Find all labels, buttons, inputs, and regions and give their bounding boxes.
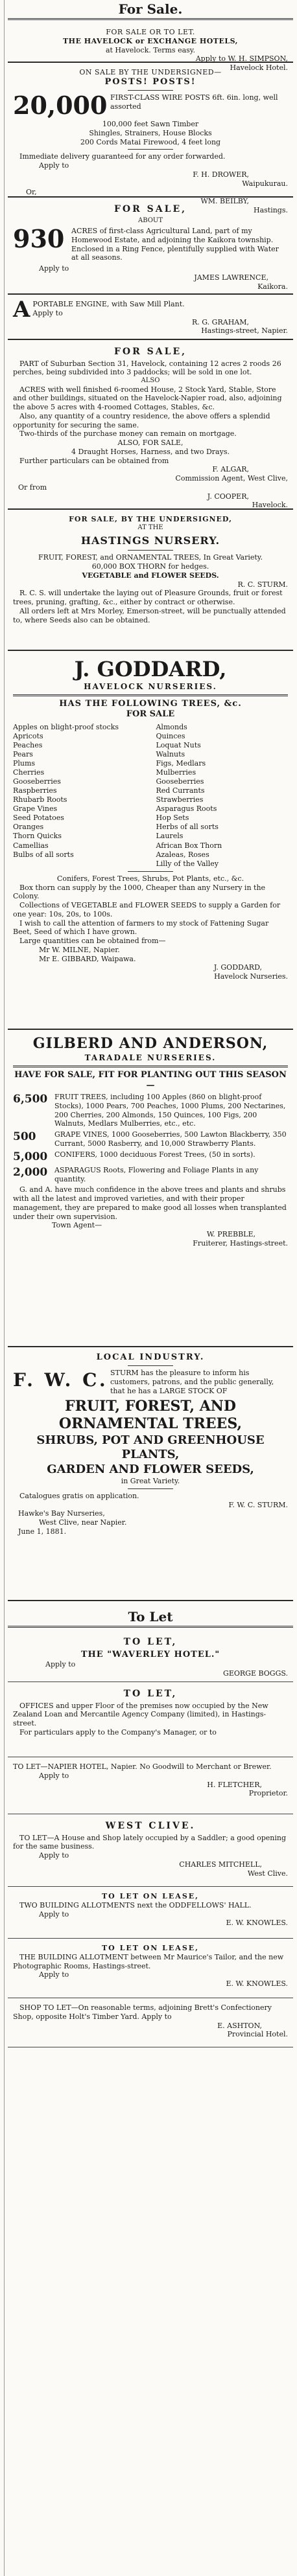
classified-column bbox=[8, 0, 293, 2047]
ad-building-allotment-lease bbox=[8, 1939, 293, 1998]
ad-heading: FRUIT, FOREST, AND ORNAMENTAL TREES, bbox=[58, 1397, 243, 1432]
section-heading-to-let: To Let bbox=[128, 1609, 173, 1624]
ad-line: West Clive. bbox=[247, 1869, 288, 1878]
ad-west-clive-shop bbox=[8, 1814, 293, 1887]
ad-heading: HAS THE FOLLOWING TREES, &c. bbox=[59, 699, 242, 709]
ad-line: I wish to call the attention of farmers to my stock of Fattening Sugar Beet, Seed of which I have grown. bbox=[13, 918, 269, 937]
ad-line: Or, bbox=[26, 188, 37, 197]
ad-line: FRUIT, FOREST, and ORNAMENTAL TREES, In Great Variety. bbox=[38, 553, 263, 562]
ad-line: Shingles, Strainers, House Blocks bbox=[89, 128, 212, 137]
stock-quantity: 6,500 bbox=[13, 1093, 48, 1106]
nursery-stock-row bbox=[13, 1093, 288, 1128]
ad-line: Catalogues gratis on application. bbox=[19, 1491, 139, 1500]
ad-building-allotments bbox=[8, 1887, 293, 1939]
ad-line: TO LET—A House and Shop lately occupied by a Saddler; a good opening for the same business. bbox=[13, 1833, 287, 1851]
ad-line: Apply to bbox=[45, 1659, 76, 1669]
ad-figure-row bbox=[13, 224, 288, 262]
ad-line: Hawke's Bay Nurseries, bbox=[18, 1509, 105, 1518]
short-rule bbox=[128, 871, 173, 872]
ad-line: 60,000 BOX THORN for hedges. bbox=[91, 562, 209, 571]
ad-line: E. W. KNOWLES. bbox=[226, 1979, 288, 1988]
tree-list-item: Quinces bbox=[156, 731, 185, 740]
stock-quantity: 5,000 bbox=[13, 1150, 48, 1163]
ad-line: Havelock. bbox=[252, 501, 288, 510]
ad-line: 200 Cords Matai Firewood, 4 feet long bbox=[80, 137, 221, 146]
ad-line: OFFICES and upper Floor of the premises now occupied by the New Zealand Loan and Mercantile Agency Company (limited), in Hastings-street. bbox=[13, 1701, 268, 1727]
ad-big-initials: F. W. C. bbox=[13, 1369, 108, 1391]
tree-list-item: Walnuts bbox=[156, 749, 185, 758]
ad-heading: HAVELOCK NURSERIES. bbox=[84, 682, 217, 691]
ad-line: Apply to bbox=[39, 1771, 69, 1780]
ad-line: Or from bbox=[18, 483, 47, 492]
ad-line: Mr W. MILNE, Napier. bbox=[39, 945, 120, 954]
ad-line: FOR SALE OR TO LET. bbox=[106, 28, 195, 36]
tree-list-item: Lilly of the Valley bbox=[156, 859, 219, 868]
tree-list-item: Rhubarb Roots bbox=[13, 795, 67, 804]
ad-line: ON SALE BY THE UNDERSIGNED— bbox=[79, 68, 222, 76]
tree-list-left bbox=[13, 723, 145, 869]
tree-list-item: African Box Thorn bbox=[156, 841, 222, 850]
ad-line: Apply to bbox=[39, 1909, 69, 1919]
tree-list-item: Hop Sets bbox=[156, 814, 189, 823]
tree-list-item: Azaleas, Roses bbox=[156, 850, 209, 859]
ad-heading: GARDEN AND FLOWER SEEDS, bbox=[47, 1462, 254, 1476]
tree-list-item: Red Currants bbox=[156, 786, 205, 795]
stock-description: CONIFERS, 1000 deciduous Forest Trees, (50 in sorts). bbox=[54, 1150, 255, 1159]
ad-figure-row bbox=[13, 93, 288, 118]
tree-list-item: Asparagus Roots bbox=[156, 804, 217, 814]
nursery-stock-row bbox=[13, 1150, 288, 1164]
spacer bbox=[8, 1601, 293, 1608]
ad-line: POSTS! POSTS! bbox=[104, 76, 196, 87]
ad-heading: HAVE FOR SALE, FIT FOR PLANTING OUT THIS SEASON— bbox=[14, 1069, 287, 1090]
tree-list-item: Strawberries bbox=[156, 795, 204, 804]
section-heading-for-sale: For Sale. bbox=[118, 1, 183, 17]
tree-list-item: Apricots bbox=[13, 731, 43, 740]
nursery-stock-rows bbox=[13, 1093, 288, 1183]
ad-line: TWO BUILDING ALLOTMENTS next the ODDFELLOWS' HALL. bbox=[19, 1900, 252, 1909]
ad-line: 4 Draught Horses, Harness, and two Drays. bbox=[71, 447, 230, 456]
tree-list-item: Almonds bbox=[156, 722, 187, 731]
tree-list-right bbox=[156, 723, 288, 869]
ad-line: ACRES of first-class Agricultural Land, part of my Homewood Estate, and adjoining the Kaikora township. Enclosed in a Ring Fence, plentifully supplied with Water at all seasons. bbox=[71, 227, 279, 262]
ad-line: Apply to bbox=[39, 161, 69, 170]
tree-list bbox=[13, 723, 288, 869]
ad-line: ABOUT bbox=[137, 216, 163, 224]
ad-line: Also, any quantity of a country residence, the above offers a splendid opportunity for securing the same. bbox=[13, 411, 270, 429]
double-rule bbox=[13, 694, 288, 696]
ad-line: Havelock Hotel. bbox=[230, 63, 288, 72]
ad-line: Immediate delivery guaranteed for any order forwarded. bbox=[19, 152, 226, 161]
tree-list-item: Raspberries bbox=[13, 786, 57, 795]
double-rule bbox=[13, 1066, 288, 1067]
ad-heading: HASTINGS NURSERY. bbox=[80, 534, 220, 547]
nursery-stock-row bbox=[13, 1130, 288, 1148]
ad-shop-to-let bbox=[8, 1998, 293, 2047]
stock-description: FRUIT TREES, including 100 Apples (860 on blight-proof Stocks), 1000 Pears, 700 Peaches, 1000 Plums, 200 Nectarines, 200 Cherries, 200 Almonds, 150 Quinces, 100 Figs, 200 Walnuts, Medlars Mulberries, etc., etc. bbox=[54, 1093, 286, 1128]
ad-line: F. H. DROWER, bbox=[193, 170, 249, 179]
ad-line: All orders left at Mrs Morley, Emerson-street, will be punctually attended to, where Seeds also can be obtained. bbox=[13, 606, 286, 624]
ad-waverley-hotel bbox=[8, 1630, 293, 1682]
stock-quantity: 500 bbox=[13, 1130, 36, 1143]
ad-line: June 1, 1881. bbox=[18, 1527, 67, 1536]
ad-heading: LOCAL INDUSTRY. bbox=[96, 1352, 205, 1362]
stock-description: GRAPE VINES, 1000 Gooseberries, 500 Lawton Blackberry, 350 Currant, 5000 Rasberry, and 10,000 Strawberry Plants. bbox=[54, 1130, 287, 1148]
ad-portable-engine bbox=[8, 295, 293, 340]
ad-line: Waipukurau. bbox=[242, 179, 288, 188]
ad-line: in Great Variety. bbox=[121, 1477, 180, 1485]
ad-line: H. FLETCHER, bbox=[207, 1780, 262, 1789]
ad-line: J. COOPER, bbox=[207, 492, 249, 501]
ad-line: PART of Suburban Section 31, Havelock, containing 12 acres 2 roods 26 perches, being subdivided into 3 paddocks; will be sold in one lot. bbox=[13, 359, 281, 377]
ad-line: Fruiterer, Hastings-street. bbox=[193, 1238, 288, 1248]
ad-line: F. W. C. STURM. bbox=[228, 1500, 288, 1509]
ad-offices-to-let bbox=[8, 1682, 293, 1757]
ad-line: R. C. S. will undertake the laying out of Pleasure Grounds, fruit or forest trees, pruning, grafting, &c., either by contract or otherwise. bbox=[13, 589, 283, 606]
tree-list-item: Peaches bbox=[13, 740, 43, 749]
ad-line: Havelock Nurseries. bbox=[214, 972, 288, 981]
ad-havelock-nurseries bbox=[8, 651, 293, 1030]
ad-heading: TO LET ON LEASE, bbox=[101, 1944, 199, 1952]
short-rule bbox=[128, 149, 173, 150]
ad-heading: GILBERD AND ANDERSON, bbox=[32, 1035, 268, 1052]
ad-heading: TO LET, bbox=[123, 1637, 178, 1647]
tree-list-item: Cherries bbox=[13, 768, 45, 777]
ad-line: W. PREBBLE, bbox=[206, 1230, 255, 1238]
ad-line: Apply to bbox=[39, 1851, 69, 1860]
ad-suburban-section bbox=[8, 340, 293, 510]
ad-agricultural-land bbox=[8, 198, 293, 295]
ad-line: Collections of VEGETABLE and FLOWER SEEDS to supply a Garden for one year: 10s, 20s, to 100s. bbox=[13, 901, 281, 918]
nursery-stock-row bbox=[13, 1166, 288, 1184]
ad-line: ALSO, FOR SALE, bbox=[117, 439, 184, 447]
tree-list-item: Grape Vines bbox=[13, 804, 58, 814]
tree-list-item: Camellias bbox=[13, 841, 49, 850]
tree-list-item: Bulbs of all sorts bbox=[13, 850, 74, 859]
short-rule bbox=[128, 1365, 173, 1366]
ad-heading: WEST CLIVE. bbox=[105, 1821, 196, 1831]
ad-line: G. and A. have much confidence in the above trees and plants and shrubs with all the latest and improved varieties, and with their proper management, they are prepared to make good all losses when transplanted under their own supervision. bbox=[13, 1185, 287, 1221]
short-rule bbox=[128, 550, 173, 551]
tree-list-item: Gooseberries bbox=[156, 777, 204, 786]
ad-heading: TO LET ON LEASE, bbox=[101, 1892, 199, 1900]
ad-line: For particulars apply to the Company's Manager, or to bbox=[19, 1727, 217, 1737]
ad-line: Commission Agent, West Clive, bbox=[175, 474, 288, 483]
tree-list-item: Mulberries bbox=[156, 768, 196, 777]
ad-heading: FOR SALE, bbox=[113, 347, 187, 357]
ad-line: F. ALGAR, bbox=[212, 465, 249, 474]
tree-list-item: Pears bbox=[13, 749, 33, 758]
ad-line: WM. BEILBY, bbox=[200, 197, 249, 205]
ad-line: Apply to bbox=[32, 308, 63, 317]
ad-heading: TO LET, bbox=[123, 1689, 178, 1699]
tree-list-item: Laurels bbox=[156, 832, 184, 841]
ad-line: ALSO bbox=[141, 377, 160, 384]
ad-line: West Clive, near Napier. bbox=[39, 1518, 127, 1527]
short-rule bbox=[128, 1488, 173, 1489]
column-rule bbox=[4, 0, 5, 2576]
double-rule bbox=[8, 1626, 293, 1628]
ad-local-industry bbox=[8, 1347, 293, 1601]
ad-line: Mr E. GIBBARD, Waipawa. bbox=[39, 954, 136, 963]
ad-line: E. W. KNOWLES. bbox=[226, 1919, 288, 1928]
ad-line: Kaikora. bbox=[257, 282, 288, 291]
ad-line: Provincial Hotel. bbox=[227, 2030, 288, 2039]
ad-line: Town Agent— bbox=[52, 1221, 102, 1230]
ad-line: Apply to bbox=[39, 264, 69, 273]
tree-list-item: Plums bbox=[13, 758, 36, 768]
ad-heading: FOR SALE, bbox=[113, 204, 187, 214]
ad-heading: FOR SALE, BY THE UNDERSIGNED, bbox=[69, 515, 232, 523]
ad-line: at Havelock. Terms easy. bbox=[105, 45, 196, 54]
ad-line: Hastings-street, Napier. bbox=[201, 326, 288, 336]
ad-line: Apply to W. H. SIMPSON, bbox=[195, 54, 288, 63]
ad-line: ACRES with well finished 6-roomed House, 2 Stock Yard, Stable, Store and other buildings, situated on the Havelock-Napier road, also, adjoining the above 5 acres with 4-roomed Cottages, Stables, &c. bbox=[13, 385, 282, 411]
tree-list-item: Oranges bbox=[13, 823, 44, 832]
ad-line: Large quantities can be obtained from— bbox=[19, 937, 166, 945]
ad-hastings-nursery bbox=[8, 510, 293, 651]
ad-line: VEGETABLE and FLOWER SEEDS. bbox=[82, 571, 219, 580]
ad-line: J. GODDARD, bbox=[213, 963, 262, 972]
ad-line: R. C. STURM. bbox=[237, 580, 288, 589]
ad-line: Hastings. bbox=[253, 205, 288, 214]
ad-line: 100,000 feet Sawn Timber bbox=[102, 120, 199, 128]
ad-line: Further particulars can be obtained from bbox=[19, 456, 169, 465]
stock-quantity: 2,000 bbox=[13, 1165, 48, 1179]
ad-heading: TARADALE NURSERIES. bbox=[84, 1053, 217, 1062]
tree-list-item: Thorn Quicks bbox=[13, 832, 62, 841]
ad-figure-row bbox=[13, 1369, 288, 1395]
ad-napier-hotel bbox=[8, 1757, 293, 1814]
ad-line: THE BUILDING ALLOTMENT between Mr Maurice's Tailor, and the new Photographic Rooms, Hastings-street. bbox=[13, 1952, 284, 1970]
ad-line: JAMES LAWRENCE, bbox=[194, 273, 268, 282]
ad-big-number: 930 bbox=[13, 224, 65, 253]
ad-line: CHARLES MITCHELL, bbox=[179, 1860, 262, 1869]
ad-line: R. G. GRAHAM, bbox=[192, 317, 249, 326]
short-rule bbox=[128, 90, 173, 91]
tree-list-item: Gooseberries bbox=[13, 777, 61, 786]
ad-heading: FOR SALE bbox=[126, 709, 175, 720]
ad-line: FIRST-CLASS WIRE POSTS 6ft. 6in. long, well assorted bbox=[110, 93, 278, 111]
ad-big-number: 20,000 bbox=[13, 91, 108, 120]
ad-line: THE HAVELOCK or EXCHANGE HOTELS, bbox=[63, 36, 238, 45]
tree-list-item: Seed Potatoes bbox=[13, 814, 64, 823]
tree-list-item: Apples on blight-proof stocks bbox=[13, 722, 119, 731]
ad-line: TO LET—NAPIER HOTEL, Napier. No Goodwill to Merchant or Brewer. bbox=[13, 1762, 272, 1771]
ad-line: Box thorn can supply by the 1000, Cheaper than any Nursery in the Colony. bbox=[13, 883, 266, 901]
ad-heading: SHRUBS, POT AND GREENHOUSE PLANTS, bbox=[36, 1433, 265, 1461]
ad-line: STURM has the pleasure to inform his customers, patrons, and the public generally, that he has a LARGE STOCK OF bbox=[110, 1369, 274, 1395]
tree-list-item: Loquat Nuts bbox=[156, 740, 201, 749]
ad-line: E. ASHTON, bbox=[217, 2021, 262, 2030]
stock-description: ASPARAGUS Roots, Flowering and Foliage Plants in any quantity. bbox=[54, 1165, 259, 1183]
ad-line: AT THE bbox=[137, 523, 163, 531]
ad-taradale-nurseries bbox=[8, 1030, 293, 1347]
ad-heading: THE "WAVERLEY HOTEL." bbox=[80, 1649, 220, 1659]
ad-logo: J. GODDARD, bbox=[74, 657, 227, 681]
ad-line: Apply to bbox=[39, 1970, 69, 1979]
ad-line: GEORGE BOGGS. bbox=[223, 1669, 288, 1678]
tree-list-item: Herbs of all sorts bbox=[156, 823, 219, 832]
ad-line: Two-thirds of the purchase money can remain on mortgage. bbox=[19, 429, 237, 439]
tree-list-item: Figs, Medlars bbox=[156, 758, 206, 768]
ad-line: SHOP TO LET—On reasonable terms, adjoining Brett's Confectionery Shop, opposite Holt's Timber Yard. Apply to bbox=[13, 2003, 272, 2021]
ad-line: Conifers, Forest Trees, Shrubs, Pot Plants, etc., &c. bbox=[56, 874, 244, 883]
double-rule bbox=[8, 18, 293, 20]
ad-line: Proprietor. bbox=[248, 1789, 288, 1798]
ad-line: PORTABLE ENGINE, with Saw Mill Plant. bbox=[32, 300, 185, 308]
ad-dropcap: A bbox=[13, 297, 30, 323]
